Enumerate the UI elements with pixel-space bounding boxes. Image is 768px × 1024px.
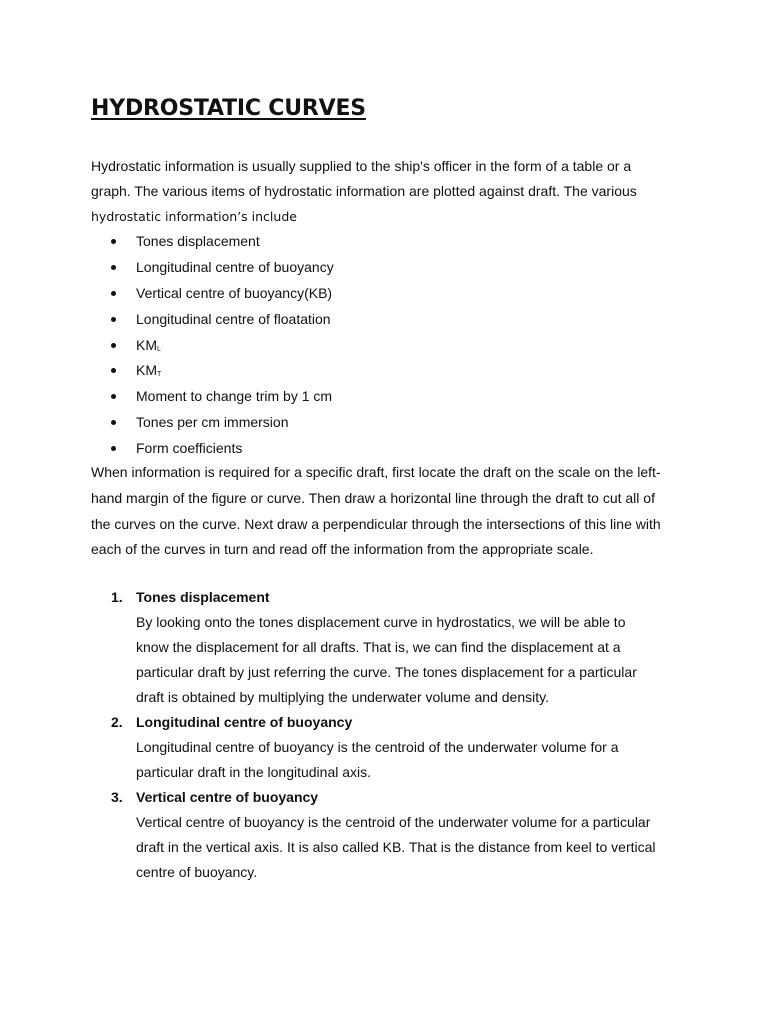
section-line: By looking onto the tones displacement curve in hydrostatics, we will be able to: [136, 614, 626, 630]
list-item: [91, 307, 691, 333]
list-item-text: Tones displacement: [136, 233, 260, 249]
bullet-icon: [111, 343, 116, 348]
intro-paragraph: [91, 154, 691, 229]
page-title: HYDROSTATIC CURVES: [91, 96, 366, 121]
section-line: draft in the vertical axis. It is also called KB. That is the distance from keel to vertical: [136, 839, 656, 855]
section-line: know the displacement for all drafts. That is, we can find the displacement at a: [136, 639, 621, 655]
bullet-icon: [111, 317, 116, 322]
list-item: [91, 436, 691, 462]
list-item: [91, 358, 691, 384]
section-body: [91, 735, 691, 785]
bullet-icon: [111, 394, 116, 399]
section-tones-displacement: [91, 585, 691, 710]
paragraph-line: hand margin of the figure or curve. Then draw a horizontal line through the draft to cut all of: [91, 489, 655, 506]
section-body: [91, 610, 691, 710]
section-heading: [91, 785, 691, 810]
subscript: T: [157, 371, 162, 379]
bullet-icon: [111, 368, 116, 373]
section-line: draft is obtained by multiplying the underwater volume and density.: [136, 689, 549, 705]
list-item-text: Tones per cm immersion: [136, 414, 289, 431]
subscript: L: [157, 345, 161, 353]
paragraph-line: the curves on the curve. Next draw a perpendicular through the intersections of this line with: [91, 515, 661, 532]
section-line: Longitudinal centre of buoyancy is the centroid of the underwater volume for a: [136, 739, 619, 755]
section-number: 2.: [111, 714, 123, 730]
bullet-icon: [111, 239, 116, 244]
section-number: 1.: [111, 589, 123, 605]
intro-line: graph. The various items of hydrostatic information are plotted against draft. The various: [91, 183, 637, 199]
section-title: Vertical centre of buoyancy: [136, 789, 319, 805]
section-number: 3.: [111, 789, 123, 805]
section-line: particular draft by just referring the curve. The tones displacement for a particular: [136, 664, 637, 680]
section-vertical-centre-of-buoyancy: [91, 785, 691, 885]
section-line: centre of buoyancy.: [136, 864, 258, 880]
section-line: Vertical centre of buoyancy is the centroid of the underwater volume for a particular: [136, 814, 651, 830]
intro-line: Hydrostatic information is usually supplied to the ship's officer in the form of a table or a: [91, 158, 632, 174]
list-item-text: KM: [136, 336, 157, 353]
procedure-paragraph: [91, 460, 691, 563]
bullet-icon: [111, 265, 116, 270]
list-item: [91, 281, 691, 307]
section-heading: [91, 585, 691, 610]
bullet-icon: [111, 291, 116, 296]
list-item-text: Longitudinal centre of floatation: [136, 310, 331, 327]
list-item: [91, 384, 691, 410]
list-item: [91, 229, 691, 255]
section-title: Tones displacement: [136, 589, 270, 605]
section-line: particular draft in the longitudinal axis.: [136, 764, 372, 780]
numbered-sections: [91, 585, 691, 885]
paragraph-line: When information is required for a specific draft, first locate the draft on the scale on the left-: [91, 464, 661, 480]
intro-line: hydrostatic information’s include: [91, 209, 297, 224]
list-item-text: Vertical centre of buoyancy(KB): [136, 284, 333, 301]
section-body: [91, 810, 691, 885]
list-item: [91, 255, 691, 281]
hydrostatic-items-list: [91, 229, 691, 462]
section-heading: [91, 710, 691, 735]
list-item-text: KM: [136, 362, 157, 379]
section-title: Longitudinal centre of buoyancy: [136, 714, 353, 730]
bullet-icon: [111, 420, 116, 425]
list-item-text: Form coefficients: [136, 440, 243, 457]
list-item: [91, 410, 691, 436]
list-item-text: Longitudinal centre of buoyancy: [136, 258, 334, 275]
list-item: [91, 333, 691, 359]
bullet-icon: [111, 446, 116, 451]
section-longitudinal-centre-of-buoyancy: [91, 710, 691, 785]
paragraph-line: each of the curves in turn and read off the information from the appropriate scale.: [91, 541, 594, 558]
list-item-text: Moment to change trim by 1 cm: [136, 388, 333, 405]
